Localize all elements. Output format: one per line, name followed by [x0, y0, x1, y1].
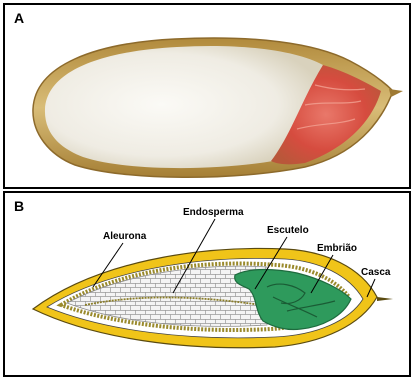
label-endosperma: Endosperma — [183, 207, 244, 218]
label-aleurona: Aleurona — [103, 231, 147, 242]
panel-a-letter: A — [14, 10, 25, 26]
label-embriao: Embrião — [317, 243, 358, 254]
seed-photo — [5, 5, 409, 187]
panel-a — [3, 3, 411, 189]
label-casca: Casca — [361, 267, 391, 278]
seed-diagram-tip — [377, 297, 393, 301]
label-escutelo: Escutelo — [267, 225, 309, 236]
panel-b — [3, 191, 411, 377]
seed-tip — [389, 89, 403, 97]
seed-diagram — [5, 193, 409, 375]
panel-b-letter: B — [14, 198, 25, 214]
